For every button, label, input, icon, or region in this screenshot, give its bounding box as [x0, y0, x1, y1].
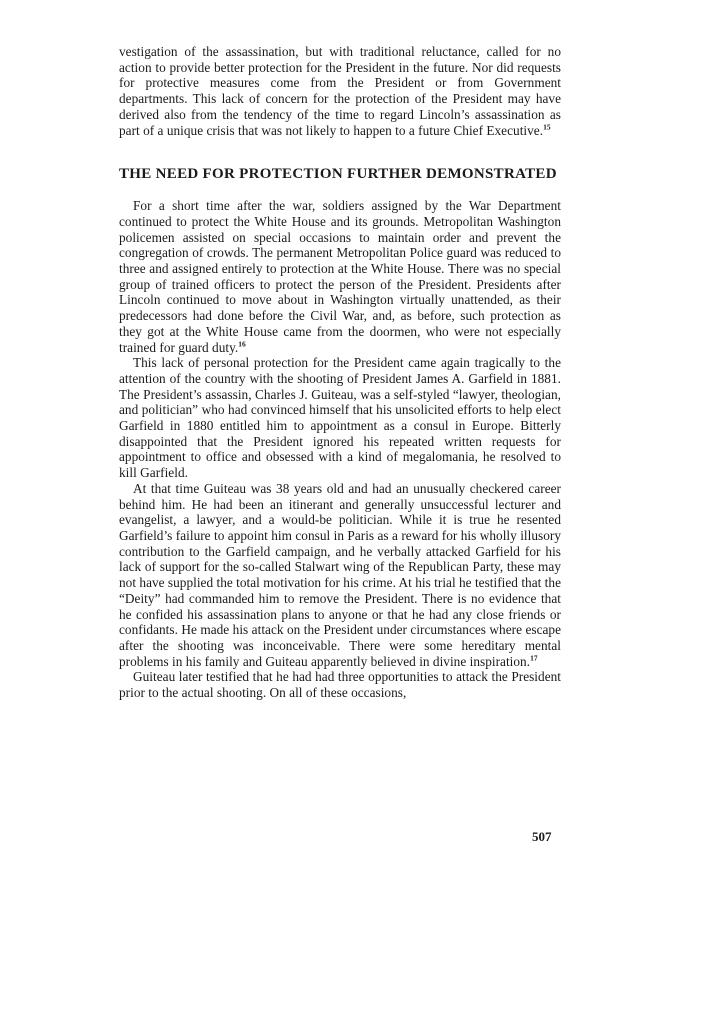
section-heading: THE NEED FOR PROTECTION FURTHER DEMONSTRATED — [119, 166, 557, 183]
document-page — [119, 44, 561, 701]
paragraph-text: Guiteau later testified that he had had three opportunities to attack the President prior to the actual shooting. On all of these occasions, — [119, 669, 561, 701]
footnote-marker: 16 — [238, 339, 246, 349]
page-number: 507 — [532, 829, 552, 844]
footnote-marker: 15 — [543, 122, 551, 132]
opening-paragraph-text: vestigation of the assassination, but with traditional reluctance, called for no action to provide better protection for the President in the future. Nor did requests for protective measures come from the President or from Government departments. This lack of concern for the protection of the President may have derived also from the tendency of the time to regard Lincoln’s assassination as part of a unique crisis that was not likely to happen to a future Chief Executive. — [119, 44, 561, 138]
body-paragraph — [119, 198, 561, 355]
body-paragraph — [119, 481, 561, 669]
paragraph-text: For a short time after the war, soldiers assigned by the War Department continued to protect the White House and its grounds. Metropolitan Washington policemen assisted on special occasions to maintain order and prevent the congregation of crowds. The permanent Metropolitan Police guard was reduced to three and assigned entirely to protection at the White House. There was no special group of trained officers to protect the person of the President. Presidents after Lincoln continued to move about in Washington virtually unattended, as their predecessors had done before the Civil War, and, as before, such protection as they got at the White House came from the doormen, who were not especially trained for guard duty. — [119, 198, 561, 355]
body-paragraph — [119, 669, 561, 700]
body-paragraph — [119, 355, 561, 481]
opening-paragraph — [119, 44, 561, 138]
paragraph-text: At that time Guiteau was 38 years old and had an unusually checkered career behind him. He had been an itinerant and generally unsuccessful lecturer and evangelist, a lawyer, and a would-be politician. While it is true he resented Garfield’s failure to appoint him consul in Paris as a reward for his wholly illusory contribution to the Garfield campaign, and he verbally attacked Garfield for his lack of support for the so-called Stalwart wing of the Republican Party, these may not have supplied the total motivation for his crime. At his trial he testified that the “Deity” had commanded him to remove the President. There is no evidence that he confided his assassination plans to anyone or that he had any close friends or confidants. He made his attack on the President under circumstances where escape after the shooting was inconceivable. There were some hereditary mental problems in his family and Guiteau apparently believed in divine inspiration. — [119, 480, 561, 669]
footnote-marker: 17 — [530, 653, 538, 663]
paragraph-text: This lack of personal protection for the President came again tragically to the attention of the country with the shooting of President James A. Garfield in 1881. The President’s assassin, Charles J. Guiteau, was a self-styled “lawyer, theologian, and politician” who had convinced himself that his unsolicited efforts to help elect Garfield in 1880 entitled him to appointment as a consul in Europe. Bitterly disappointed that the President ignored his repeated written requests for appointment to office and obsessed with a kind of megalomania, he resolved to kill Garfield. — [119, 355, 561, 481]
